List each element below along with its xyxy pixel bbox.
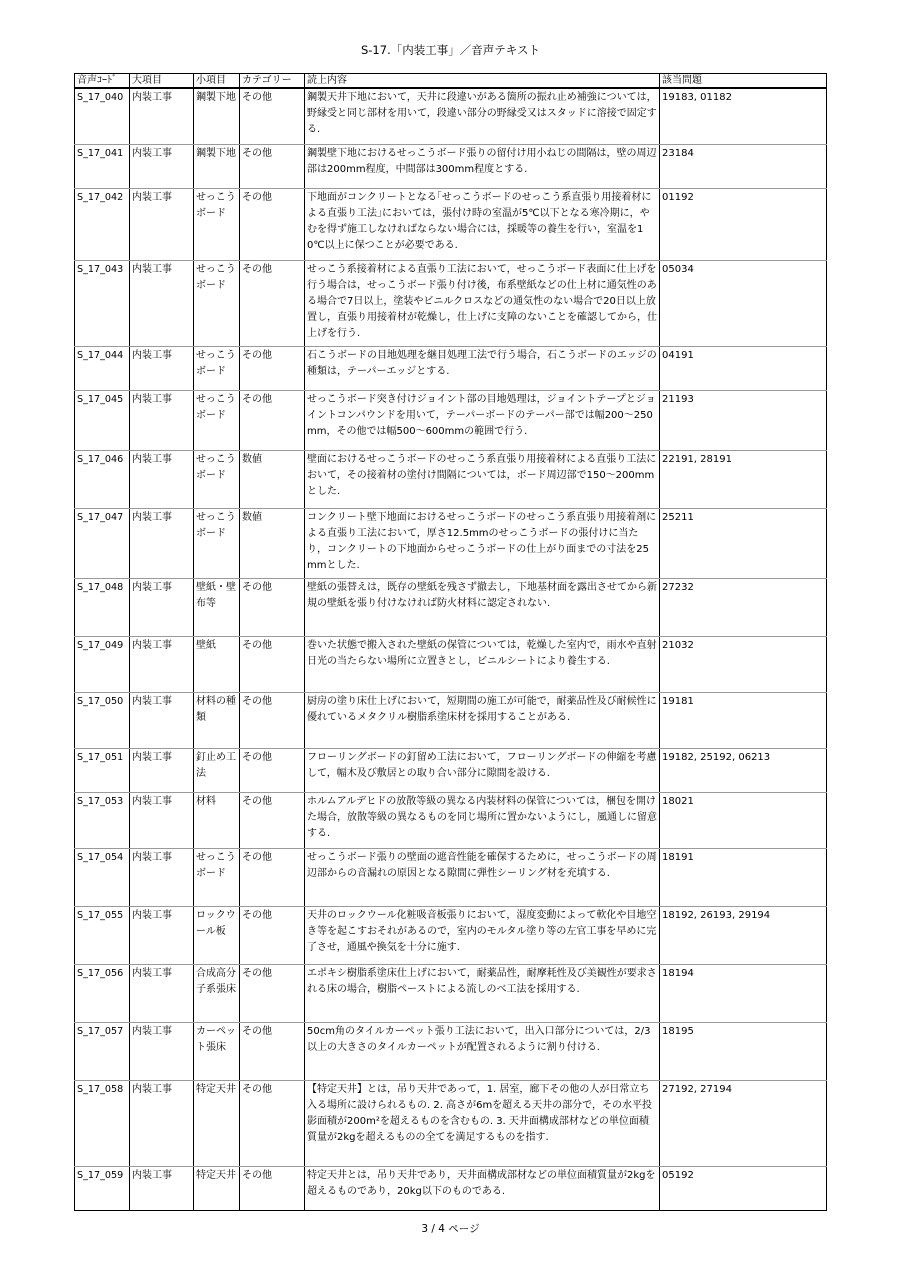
header-major-item: 大項目 [130,74,194,89]
row-minor-item: せっこうボード [194,508,240,578]
table-row [75,1022,827,1080]
row-minor-item: 釘止め工法 [194,748,240,792]
row-reading-content: エポキシ樹脂系塗床仕上げにおいて，耐薬品性，耐摩耗性及び美観性が要求される床の場合，樹脂ペーストによる流しのべ工法を採用する. [305,964,660,1022]
row-reading-content: 鋼製天井下地において，天井に段違いがある箇所の振れ止め補強については，野縁受と同じ部材を用いて，段違い部分の野縁受又はスタッドに溶接で固定する. [305,88,660,144]
row-major-item: 内装工事 [130,346,194,390]
row-reading-content: せっこう系接着材による直張り工法において，せっこうボード表面に仕上げを行う場合は，せっこうボード張り付け後，布系壁紙などの仕上材に通気性のある場合で7日以上，塗装やビニルクロスなどの通気性のない場合で20日以上放置し，直張り用接着材が乾燥し，仕上げに支障のないことを確認してから，仕上げを行う. [305,260,660,346]
header-reading-content: 読上内容 [305,74,660,89]
table-row [75,188,827,260]
row-related-questions: 25211 [660,508,827,578]
row-code: S_17_059 [75,1166,130,1210]
row-reading-content: せっこうボード張りの壁面の遮音性能を確保するために，せっこうボードの周辺部からの音漏れの原因となる隙間に弾性シーリング材を充填する. [305,848,660,906]
table-row [75,848,827,906]
row-category: その他 [240,906,305,964]
row-reading-content: 巻いた状態で搬入された壁紙の保管については，乾燥した室内で，雨水や直射日光の当たらない場所に立置きとし，ビニルシートにより養生する. [305,636,660,692]
row-category: 数値 [240,508,305,578]
row-category: その他 [240,88,305,144]
row-related-questions: 27232 [660,578,827,636]
row-category: その他 [240,390,305,450]
row-related-questions: 18192, 26193, 29194 [660,906,827,964]
row-category: その他 [240,1166,305,1210]
row-code: S_17_043 [75,260,130,346]
row-code: S_17_053 [75,792,130,848]
row-related-questions: 19182, 25192, 06213 [660,748,827,792]
row-reading-content: 鋼製壁下地におけるせっこうボード張りの留付け用小ねじの間隔は，壁の周辺部は200mm程度，中間部は300mm程度とする. [305,144,660,188]
row-reading-content: 壁紙の張替えは，既存の壁紙を残さず撤去し，下地基材面を露出させてから新規の壁紙を張り付けなければ防火材料に認定されない. [305,578,660,636]
table-row [75,1166,827,1210]
row-related-questions: 05192 [660,1166,827,1210]
row-reading-content: コンクリート壁下地面におけるせっこうボードのせっこう系直張り用接着剤による直張り工法において，厚さ12.5mmのせっこうボードの張付けに当たり，コンクリートの下地面からせっこうボードの仕上がり面までの寸法を25mmとした. [305,508,660,578]
row-related-questions: 05034 [660,260,827,346]
row-minor-item: カーペット張床 [194,1022,240,1080]
row-major-item: 内装工事 [130,390,194,450]
table-row [75,390,827,450]
row-minor-item: せっこうボード [194,848,240,906]
row-category: 数値 [240,450,305,508]
row-minor-item: せっこうボード [194,346,240,390]
table-row [75,144,827,188]
table-row [75,450,827,508]
row-related-questions: 18021 [660,792,827,848]
row-related-questions: 23184 [660,144,827,188]
row-major-item: 内装工事 [130,792,194,848]
row-code: S_17_040 [75,88,130,144]
row-minor-item: 合成高分子系張床 [194,964,240,1022]
page-number: 3 / 4 ページ [421,1223,480,1235]
table-row [75,346,827,390]
row-minor-item: 材料 [194,792,240,848]
row-minor-item: せっこうボード [194,188,240,260]
row-major-item: 内装工事 [130,578,194,636]
row-minor-item: 鋼製下地 [194,144,240,188]
row-major-item: 内装工事 [130,260,194,346]
row-code: S_17_050 [75,692,130,748]
row-related-questions: 01192 [660,188,827,260]
row-minor-item: 特定天井 [194,1166,240,1210]
table-row [75,792,827,848]
table-row [75,508,827,578]
row-minor-item: ロックウール板 [194,906,240,964]
row-reading-content: 壁面におけるせっこうボードのせっこう系直張り用接着材による直張り工法において，その接着材の塗付け間隔については，ボード周辺部で150～200mmとした. [305,450,660,508]
row-code: S_17_041 [75,144,130,188]
table-row [75,636,827,692]
row-category: その他 [240,1022,305,1080]
table-row [75,748,827,792]
row-related-questions: 21032 [660,636,827,692]
row-related-questions: 22191, 28191 [660,450,827,508]
row-major-item: 内装工事 [130,964,194,1022]
row-code: S_17_057 [75,1022,130,1080]
row-code: S_17_049 [75,636,130,692]
row-category: その他 [240,1080,305,1166]
row-major-item: 内装工事 [130,1166,194,1210]
row-code: S_17_055 [75,906,130,964]
table-row [75,906,827,964]
row-code: S_17_042 [75,188,130,260]
row-code: S_17_048 [75,578,130,636]
row-category: その他 [240,792,305,848]
row-major-item: 内装工事 [130,508,194,578]
row-reading-content: せっこうボード突き付けジョイント部の目地処理は，ジョイントテープとジョイントコンパウンドを用いて，テーパーボードのテーパー部では幅200～250mm，その他では幅500～600mmの範囲で行う. [305,390,660,450]
row-category: その他 [240,144,305,188]
row-major-item: 内装工事 [130,188,194,260]
table-row [75,964,827,1022]
table-row [75,260,827,346]
voice-text-table [74,73,827,1211]
row-related-questions: 04191 [660,346,827,390]
row-major-item: 内装工事 [130,1022,194,1080]
row-code: S_17_054 [75,848,130,906]
row-major-item: 内装工事 [130,848,194,906]
row-major-item: 内装工事 [130,88,194,144]
row-category: その他 [240,848,305,906]
row-category: その他 [240,748,305,792]
table-row [75,692,827,748]
row-related-questions: 19181 [660,692,827,748]
row-code: S_17_046 [75,450,130,508]
row-reading-content: 天井のロックウール化粧吸音板張りにおいて，湿度変動によって軟化や目地空き等を起こすおそれがあるので，室内のモルタル塗り等の左官工事を早めに完了させ，通風や換気を十分に施す. [305,906,660,964]
row-reading-content: 50cm角のタイルカーペット張り工法において，出入口部分については，2/3以上の大きさのタイルカーペットが配置されるように割り付ける. [305,1022,660,1080]
row-minor-item: 材料の種類 [194,692,240,748]
row-related-questions: 19183, 01182 [660,88,827,144]
row-code: S_17_045 [75,390,130,450]
row-reading-content: 下地面がコンクリートとなる｢せっこうボードのせっこう系直張り用接着材による直張り工法｣においては，張付け時の室温が5℃以下となる寒冷期に，やむを得ず施工しなければならない場合には，採暖等の養生を行い，室温を10℃以上に保つことが必要である. [305,188,660,260]
row-reading-content: 【特定天井】とは，吊り天井であって，1. 居室，廊下その他の人が日常立ち入る場所に設けられるもの. 2. 高さが6mを超える天井の部分で，その水平投影面積が200m²を超えるものを含むもの. 3. 天井面構成部材などの単位面積質量が2kgを超えるものの全てを満足するものを指す. [305,1080,660,1166]
row-category: その他 [240,578,305,636]
row-code: S_17_058 [75,1080,130,1166]
row-related-questions: 18194 [660,964,827,1022]
header-related-questions: 該当問題 [660,74,827,89]
row-code: S_17_051 [75,748,130,792]
row-major-item: 内装工事 [130,748,194,792]
row-related-questions: 18191 [660,848,827,906]
row-related-questions: 18195 [660,1022,827,1080]
row-minor-item: 壁紙 [194,636,240,692]
row-category: その他 [240,188,305,260]
table-row [75,1080,827,1166]
row-code: S_17_056 [75,964,130,1022]
row-category: その他 [240,692,305,748]
row-major-item: 内装工事 [130,692,194,748]
row-reading-content: フローリングボードの釘留め工法において，フローリングボードの伸縮を考慮して，幅木及び敷居との取り合い部分に隙間を設ける. [305,748,660,792]
table-header-row [75,74,827,89]
row-major-item: 内装工事 [130,144,194,188]
table-row [75,578,827,636]
row-minor-item: 特定天井 [194,1080,240,1166]
row-category: その他 [240,346,305,390]
row-minor-item: せっこうボード [194,450,240,508]
page-title: S-17.「内装工事」／音声テキスト [360,43,540,57]
row-major-item: 内装工事 [130,906,194,964]
row-related-questions: 27192, 27194 [660,1080,827,1166]
row-minor-item: せっこうボード [194,390,240,450]
row-reading-content: ホルムアルデヒドの放散等級の異なる内装材料の保管については，梱包を開けた場合，放散等級の異なるものを同じ場所に置かないようにし，風通しに留意する. [305,792,660,848]
header-category: カテゴリー [240,74,305,89]
row-code: S_17_044 [75,346,130,390]
row-major-item: 内装工事 [130,636,194,692]
row-reading-content: 石こうボードの目地処理を継目処理工法で行う場合，石こうボードのエッジの種類は，テーパーエッジとする. [305,346,660,390]
row-category: その他 [240,260,305,346]
row-code: S_17_047 [75,508,130,578]
row-major-item: 内装工事 [130,1080,194,1166]
row-related-questions: 21193 [660,390,827,450]
header-minor-item: 小項目 [194,74,240,89]
row-category: その他 [240,964,305,1022]
row-reading-content: 特定天井とは，吊り天井であり，天井面構成部材などの単位面積質量が2kgを超えるものであり，20kg以下のものである. [305,1166,660,1210]
row-minor-item: 鋼製下地 [194,88,240,144]
row-minor-item: せっこうボード [194,260,240,346]
row-minor-item: 壁紙・壁布等 [194,578,240,636]
row-major-item: 内装工事 [130,450,194,508]
row-category: その他 [240,636,305,692]
row-reading-content: 厨房の塗り床仕上げにおいて，短期間の施工が可能で，耐薬品性及び耐候性に優れているメタクリル樹脂系塗床材を採用することがある. [305,692,660,748]
table-row [75,88,827,144]
header-code: 音声ｺｰﾄﾞ [75,74,130,89]
